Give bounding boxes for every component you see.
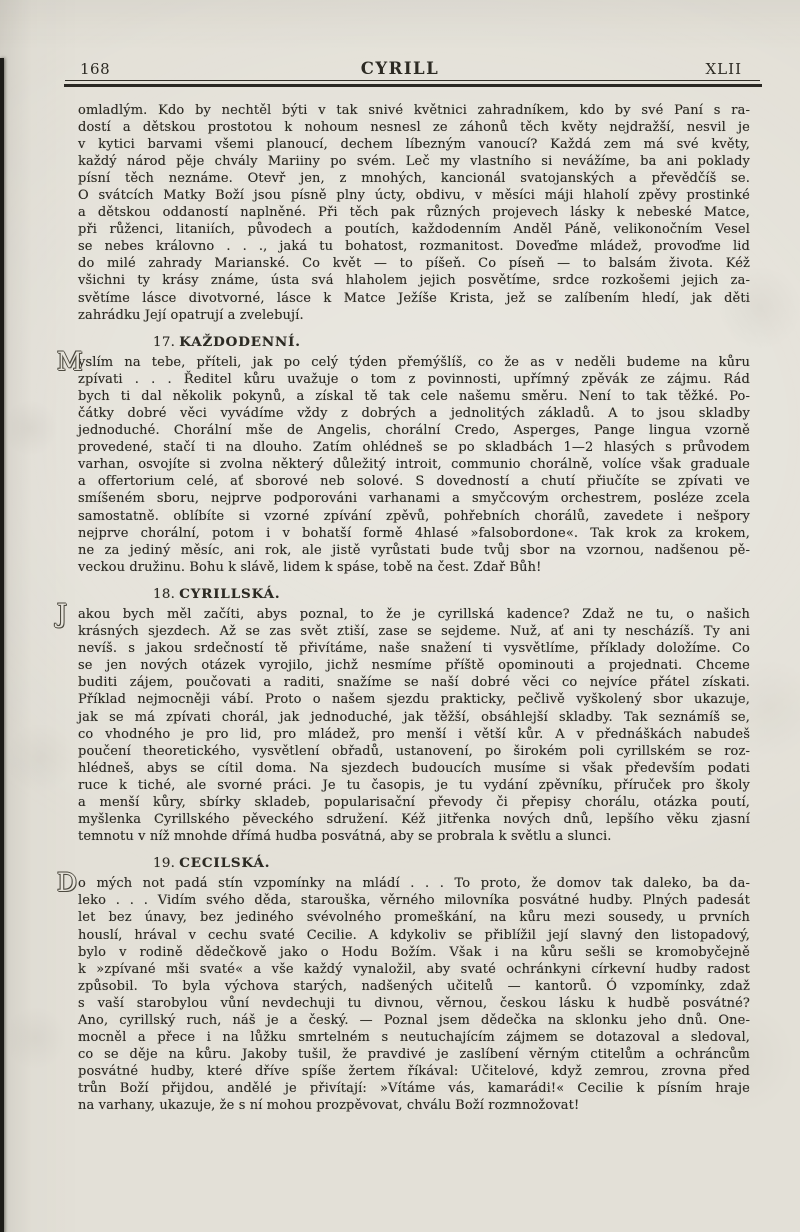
section-17-paragraph	[57, 346, 750, 576]
text-line: krásných sjezdech. Až se zas svět ztiší, zase se sejdeme. Nuž, ať ani ty nescházíš. Ty ani	[78, 624, 750, 640]
text-line: Ano, cyrillský ruch, náš je a český. — Poznal jsem dědečka na sklonku jeho dnů. One-	[78, 1013, 750, 1028]
text-line: při růženci, litaniích, původech a poutích, každodenním Anděl Páně, velikonočním Vesel	[78, 222, 750, 238]
page-number: 168	[80, 60, 111, 78]
drop-cap-initial-d: D	[57, 868, 78, 898]
text-line: všichni ty krásy známe, ústa svá hlaholem jejich posvětíme, srdce rozkošemi jejich za-	[78, 273, 750, 289]
text-line: nevíš. s jakou srdečností tě přivítáme, naše snažení ti vysvětlíme, příklady doložíme. Co	[78, 641, 750, 657]
text-line: temnotu v níž mnohde dřímá hudba posvátná, aby se probrala k světlu a slunci.	[78, 829, 612, 845]
drop-cap-initial-j: J	[57, 598, 68, 628]
text-line: co vhodného je pro lid, pro mládež, pro menší i větší kůr. A v přednáškách nabudeš	[78, 726, 750, 742]
section-title: CECILSKÁ.	[179, 855, 271, 872]
text-line: Příklad nejmocněji vábí. Proto o našem sjezdu prakticky, pečlivě vyškolený sbor ukazuje,	[78, 692, 750, 708]
drop-cap-initial-m: M	[57, 346, 83, 376]
text-line: písní těch neznáme. Otevř jen, z mnohých, kancionál svatojanských a převědčíš se.	[78, 170, 750, 186]
text-line: smíšeném sboru, nejprve podporováni varhanami a smyčcovým orchestrem, posléze zcela	[78, 491, 750, 507]
text-line: bych ti dal několik pokynů, a získal tě tak cele našemu směru. Není to tak těžké. Po-	[78, 388, 750, 404]
text-line: provedené, stačí ti na dlouho. Zatím ohlédneš se po skladbách 1—2 hlasých s průvodem	[78, 440, 750, 456]
section-17-lines	[78, 354, 750, 576]
text-line: jednoduché. Chorální mše de Angelis, chorální Credo, Asperges, Pange lingua vzorně	[78, 423, 750, 439]
text-line: se nebes královno . . ., jaká tu bohatost, rozmanitost. Doveďme mládež, provoďme lid	[78, 239, 750, 255]
text-line: zahrádku Její opatrují a zvelebují.	[78, 307, 304, 323]
intro-paragraph	[78, 102, 750, 324]
section-heading-18	[153, 586, 750, 603]
text-line: čátky dobré věci vyvádíme vždy z dobrých a jednolitých základů. A to jsou skladby	[78, 406, 750, 421]
section-heading-19	[153, 855, 750, 872]
text-line: veckou družinu. Bohu k slávě, lidem k spáse, tobě na čest. Zdař Bůh!	[78, 559, 542, 575]
section-19-lines	[78, 875, 750, 1114]
section-number: 18.	[153, 586, 176, 602]
text-line: trůn Boží přijdou, andělé je přivítají: »Vítáme vás, kamarádi!« Cecilie k písním hraje	[78, 1081, 750, 1097]
text-line: do milé zahrady Marianské. Co květ — to píšeň. Co píseň — to balsám života. Kéž	[78, 256, 750, 272]
text-line: dostí a dětskou prostotou k nohoum nesnesl ze záhonů těch květy nejdražší, nesvil je	[78, 119, 750, 135]
text-line: světíme lásce divotvorné, lásce k Matce Ježíše Krista, jež se zalíbením hledí, jak děti	[78, 290, 750, 306]
text-line: hlédneš, abys se cítil doma. Na sjezdech budoucích musíme si však především podati	[78, 760, 750, 776]
text-line: se jen nových otázek vyrojilo, jichž nesmíme příště opominouti a projednati. Chceme	[78, 658, 750, 674]
section-number: 17.	[153, 334, 176, 350]
text-line: nejprve chorální, potom i v bohatší formě 4hlasé »falsobordone«. Tak krok za krokem,	[78, 525, 750, 541]
text-line: způsobil. To byla výchova starých, nadšených učitelů — kantorů. Ó vzpomínky, zdaž	[78, 978, 750, 994]
section-title: CYRILLSKÁ.	[179, 585, 281, 602]
text-line: o mých not padá stín vzpomínky na mládí . . . To proto, že domov tak daleko, ba da-	[78, 876, 750, 892]
text-line: leko . . . Vidím svého děda, starouška, věrného milovníka posvátné hudby. Plných padesát	[78, 893, 750, 909]
text-line: co se děje na kůru. Jakoby tušil, že pravdivé je zaslíbení věrným ctitelům a ochráncům	[78, 1047, 750, 1063]
section-heading-17	[153, 334, 750, 351]
page-body	[0, 102, 800, 1115]
text-line: posvátné hudby, které dříve spíše žertem říkával: Učitelové, když zemrou, zrovna před	[78, 1064, 750, 1080]
text-line: a menší kůry, sbírky skladeb, popularisační převody či přepisy chorálu, otázka poutí,	[78, 794, 750, 810]
text-line: mocněl a přece i na lůžku smrtelném s neutuchajícím zájmem se dotazoval a sledoval,	[78, 1030, 750, 1046]
section-19-paragraph	[57, 868, 750, 1114]
text-line: houslí, hrával v cechu svaté Cecilie. A kdykoliv se přiblížil její slavný den listopadový,	[78, 927, 750, 943]
text-line: poučení theoretického, vysvětlení obřadů, ustanovení, po širokém poli cyrillském se roz-	[78, 743, 750, 759]
text-line: O svátcích Matky Boží jsou písně plny úcty, obdivu, v měsíci máji hlaholí zpěvy prostinké	[78, 187, 750, 203]
header-rule-thin	[65, 80, 760, 81]
text-line: varhan, osvojíte si zvolna některý důležitý introit, communio chorálně, volíce však graduale	[78, 457, 750, 473]
text-line: ruce k tiché, ale svorné práci. Je tu časopis, je tu vydání zpěvníku, příruček pro školy	[78, 777, 750, 793]
text-line: samostatně. oblíbíte si vzorné zpívání zpěvů, pohřebních chorálů, zavedete i nešpory	[78, 508, 750, 524]
text-line: buditi zájem, poučovati a raditi, snažíme se naší dobré věci co nejvíce přátel získati.	[78, 675, 750, 691]
section-number: 19.	[153, 856, 176, 872]
text-line: s vaší starobylou vůní nevdechuji tu divnou, věrnou, českou lásku k hudbě posvátné?	[78, 995, 750, 1011]
text-line: myšlenka Cyrillského pěveckého sdružení. Kéž jitřenka nových dnů, lepšího věku zjasní	[78, 812, 750, 828]
text-line: a dětskou oddaností naplněné. Při těch pak různých projevech lásky k nebeské Matce,	[78, 205, 750, 221]
journal-title: CYRILL	[360, 59, 440, 78]
running-head	[0, 58, 800, 78]
section-title: KAŽDODENNÍ.	[179, 333, 301, 350]
intro-lines	[78, 102, 750, 324]
text-line: zpívati . . . Ředitel kůru uvažuje o tom z povinnosti, upřímný zpěvák ze zájmu. Rád	[78, 371, 750, 387]
text-line: v kytici barvami všemi planoucí, dechem líbezným vanoucí? Každá zem má své květy,	[78, 136, 750, 152]
section-18-paragraph	[57, 598, 750, 845]
text-line: let bez únavy, bez jediného svévolného promeškání, na kůru mezi sousedy, u prvních	[78, 910, 750, 926]
volume-number: XLII	[705, 60, 742, 78]
section-18-lines	[78, 606, 750, 845]
text-line: k »zpívané mši svaté« a vše každý vynaložil, aby svaté ochránkyni církevní hudby radost	[78, 961, 750, 977]
text-line: yslím na tebe, příteli, jak po celý týden přemýšlíš, co že as v neděli budeme na kůru	[78, 354, 750, 370]
text-line: na varhany, ukazuje, že s ní mohou prozpěvovat, chválu Boží rozmnožovat!	[78, 1098, 580, 1114]
text-line: jak se má zpívati chorál, jak jednoduché, jak těžší, obsáhlejší skladby. Tak seznámíš se,	[78, 709, 750, 725]
text-line: a offertorium celé, ať sborové neb solové. S dovedností a chutí přiučíte se zpívati ve	[78, 474, 750, 490]
text-line: ne za jediný měsíc, ani rok, ale jistě vyrůstati bude tvůj sbor na vzornou, nadšenou pě-	[78, 542, 750, 558]
header-rule-thick	[64, 84, 762, 87]
text-line: omladlým. Kdo by nechtěl býti v tak snivé květnici zahradníkem, kdo by své Paní s ra-	[78, 102, 750, 118]
text-line: bylo v rodině dědečkově jako o Hodu Božím. Však i na kůru sešli se kromobyčejně	[78, 944, 750, 960]
text-line: akou bych měl začíti, abys poznal, to že je cyrillská kadence? Zdaž ne tu, o našich	[78, 606, 750, 622]
text-line: každý národ pěje chvály Mariiny po svém. Leč my vlastního si nevážíme, ba ani poklady	[78, 153, 750, 169]
